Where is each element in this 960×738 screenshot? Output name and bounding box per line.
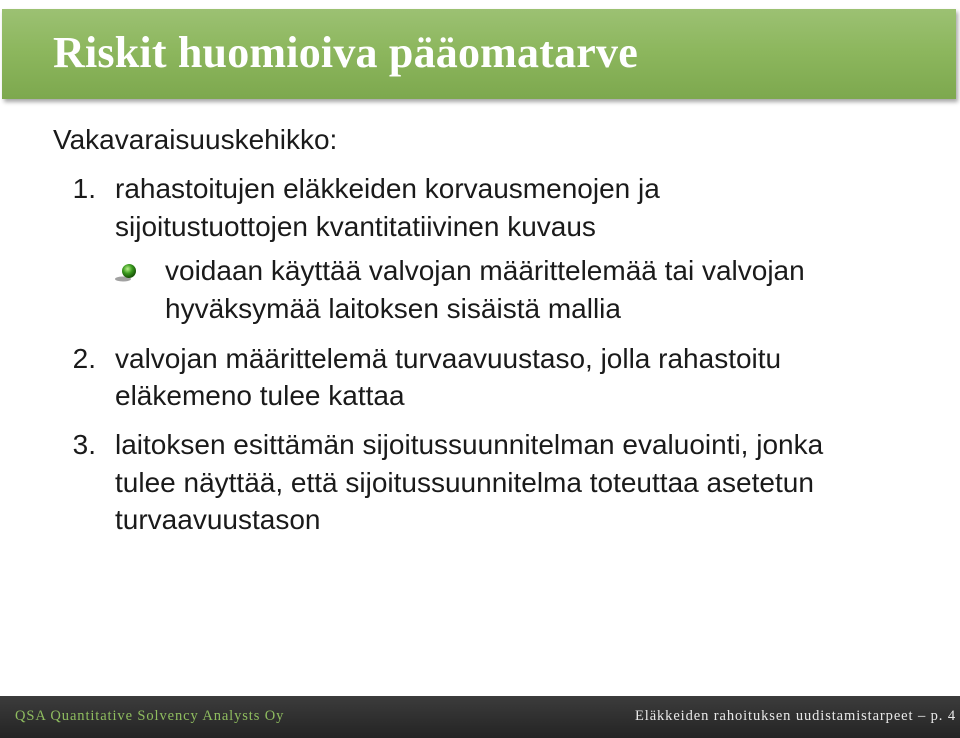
item-text-line: eläkemeno tulee kattaa bbox=[115, 380, 405, 411]
footer-page-number: p. 4 bbox=[930, 708, 956, 724]
footer bbox=[0, 696, 960, 738]
item-number: 2. bbox=[72, 343, 96, 374]
item-text-line: turvaavuustason bbox=[115, 504, 321, 535]
item-text-line: laitoksen esittämän sijoitussuunnitelman evaluointi, jonka bbox=[115, 429, 824, 460]
item-number: 1. bbox=[72, 173, 96, 204]
item-text-line: rahastoitujen eläkkeiden korvausmenojen ja bbox=[115, 173, 660, 204]
item-text-line: tulee näyttää, että sijoitussuunnitelma toteuttaa asetetun bbox=[115, 467, 814, 498]
footer-talk-title: Eläkkeiden rahoituksen uudistamistarpeet bbox=[635, 708, 914, 724]
intro-text: Vakavaraisuuskehikko: bbox=[53, 124, 338, 155]
ball-bullet-icon bbox=[114, 263, 140, 283]
slide-title: Riskit huomioiva pääomatarve bbox=[53, 28, 638, 77]
subitem-text-line: voidaan käyttää valvojan määrittelemää tai valvojan bbox=[165, 255, 805, 286]
footer-talk-info bbox=[480, 696, 960, 738]
item-number: 3. bbox=[72, 429, 96, 460]
item-text-line: valvojan määrittelemä turvaavuustaso, jolla rahastoitu bbox=[115, 343, 782, 374]
subitem-text-line: hyväksymää laitoksen sisäistä mallia bbox=[165, 293, 621, 324]
item-text-line: sijoitustuottojen kvantitatiivinen kuvaus bbox=[115, 211, 596, 242]
footer-company: QSA Quantitative Solvency Analysts Oy bbox=[0, 696, 480, 738]
footer-separator: – bbox=[917, 708, 927, 724]
